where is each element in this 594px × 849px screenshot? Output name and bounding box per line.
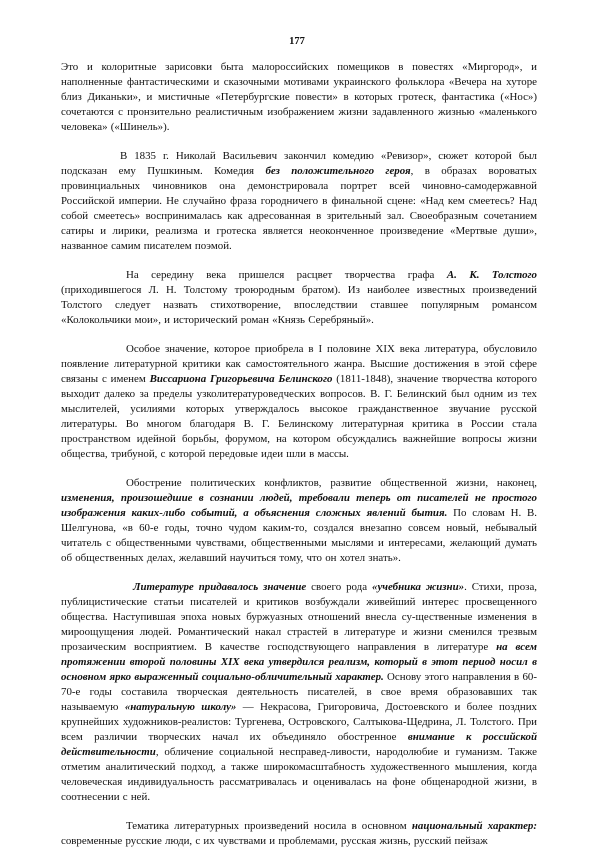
text-run: Основу этого направления в 60-70-е годы составила творческая деятельность писателей, в свое время образовавших так называемую: [61, 671, 537, 713]
paragraph-revizor: [61, 149, 537, 254]
text-run: . Стихи, проза, публицистические статьи писателей и критиков возбуждали живейший интерес просвещенного общества. Наступившая эпоха новых буржуазных отношений внесла су-щественные изменения в мироощущения людей. Романтический накал страстей в литературе и жизни сменился трезвым прозаическим восприятием. В качестве господствующего направления в литературе: [61, 581, 537, 653]
paragraph-a-k-tolstoy: [61, 268, 537, 328]
paragraph-political-conflicts: [61, 476, 537, 566]
emphasized-text: «натуральную школу»: [124, 701, 237, 713]
emphasized-text: на всем протяжении второй половины XIX века утвердился реализм, который в этот период носил в основном ярко выраженный социально-обличительный характер.: [61, 641, 537, 683]
text-run: По словам Н. В. Шелгунова, «в 60-е годы, точно чудом каким-то, создался внезапно совсем новый, небывалый читатель с общественными чувствами, общественными мыслями и интересами, желающий думать об общественных делах, желавший научиться тому, что он хотел знать».: [61, 507, 537, 564]
emphasized-text: «учебника жизни»: [372, 581, 465, 593]
text-run: (приходившегося Л. Н. Толстому троюродным братом). Из наиболее известных произведений Толстого следует назвать стихотворение, впоследствии ставшее популярным романсом «Колокольчики мои», и исторический роман «Князь Серебряный».: [61, 284, 537, 326]
text-run: Это и колоритные зарисовки быта малороссийских помещиков в повестях «Миргород», и наполненные фантастическими и сказочными мотивами украинского фольклора «Вечера на хуторе близ Диканьки», и мистичные «Петербургские повести» в которых гротеск, фантастика («Нос») сочетаются с пронзительно реалистичным изображением жизни задавленного жизнью «маленького человека» («Шинель»).: [61, 61, 537, 133]
text-run: В 1835 г. Николай Васильевич закончил комедию «Ревизор», сюжет которой был подсказан ему Пушкиным. Комедия: [61, 150, 537, 177]
emphasized-text: внимание к российской действительности: [61, 731, 537, 758]
text-run: современные русские люди, с их чувствами и проблемами, русская жизнь, русский пейзаж: [61, 835, 488, 847]
emphasized-text: А. К. Толстого: [446, 269, 537, 281]
text-run: , обличение социальной несправед-ливости, народолюбие и гуманизм. Также отметим аналитический подход, а также широкомасштабность художественного мышления, когда человеческая индивидуальность рассматривалась и оценивалась на фоне общенародной жизни, в соотнесении с ней.: [61, 746, 537, 803]
text-run: Обострение политических конфликтов, развитие общественной жизни, наконец,: [126, 477, 537, 489]
text-run: Тематика литературных произведений носила в основном: [126, 820, 412, 832]
emphasized-text: Виссариона Григорьевича Белинского: [149, 373, 333, 385]
paragraph-textbook-of-life: [61, 580, 537, 805]
body-text: [61, 60, 537, 849]
text-run: На середину века пришелся расцвет творчества графа: [126, 269, 447, 281]
text-run: — Некрасова, Григоровича, Достоевского и более поздних крупнейших художников-реалистов: Тургенева, Островского, Салтыкова-Щедрина, Л. Толстого. При всем различии творческих начал их объединяло обостренное: [61, 701, 537, 743]
text-run: своего рода: [306, 581, 372, 593]
paragraph-gogol-stories: [61, 60, 537, 135]
paragraph-national-character: [61, 819, 537, 849]
text-run: (1811-1848), значение творчества которого выходит далеко за пределы узколитературоведческих вопросов. В. Г. Белинский был одним из тех мыслителей, усилиями которых утверждалось высокое гражданственное звучание русской литературы. Во многом благодаря В. Г. Белинскому литературная критика в России стала пространством идейной борьбы, форумом, на котором обсуждались важнейшие вопросы жизни общества, трибуной, с которой передовые идеи шли в массы.: [61, 373, 537, 460]
emphasized-text: изменения, произошедшие в сознании людей, требовали теперь от писателей не простого изображения каких-либо событий, а объяснения сложных явлений бытия.: [61, 492, 537, 519]
text-run: Особое значение, которое приобрела в I половине XIX века литература, обусловило появление литературной критики как самостоятельного жанра. Высшие достижения в этой сфере связаны с именем: [61, 343, 537, 385]
emphasized-text: без положительного героя: [265, 165, 411, 177]
page-number: 177: [289, 36, 305, 47]
text-run: , в образах вороватых провинциальных чиновников она демонстрировала портрет всей чиновно-самодержавной Российской империи. Не случайно фраза городничего в финальной сцене: «Над кем смеетесь? Над собой смеетесь» воспринималась как адресованная в зрительный зал. Своеобразным сочетанием сатиры и лирики, реализма и гротеска является неоконченное произведение «Мертвые души», названное самим писателем поэмой.: [61, 165, 537, 252]
paragraph-belinsky: [61, 342, 537, 462]
emphasized-text: национальный характер:: [411, 820, 537, 832]
emphasized-text: Литературе придавалось значение: [133, 581, 307, 593]
